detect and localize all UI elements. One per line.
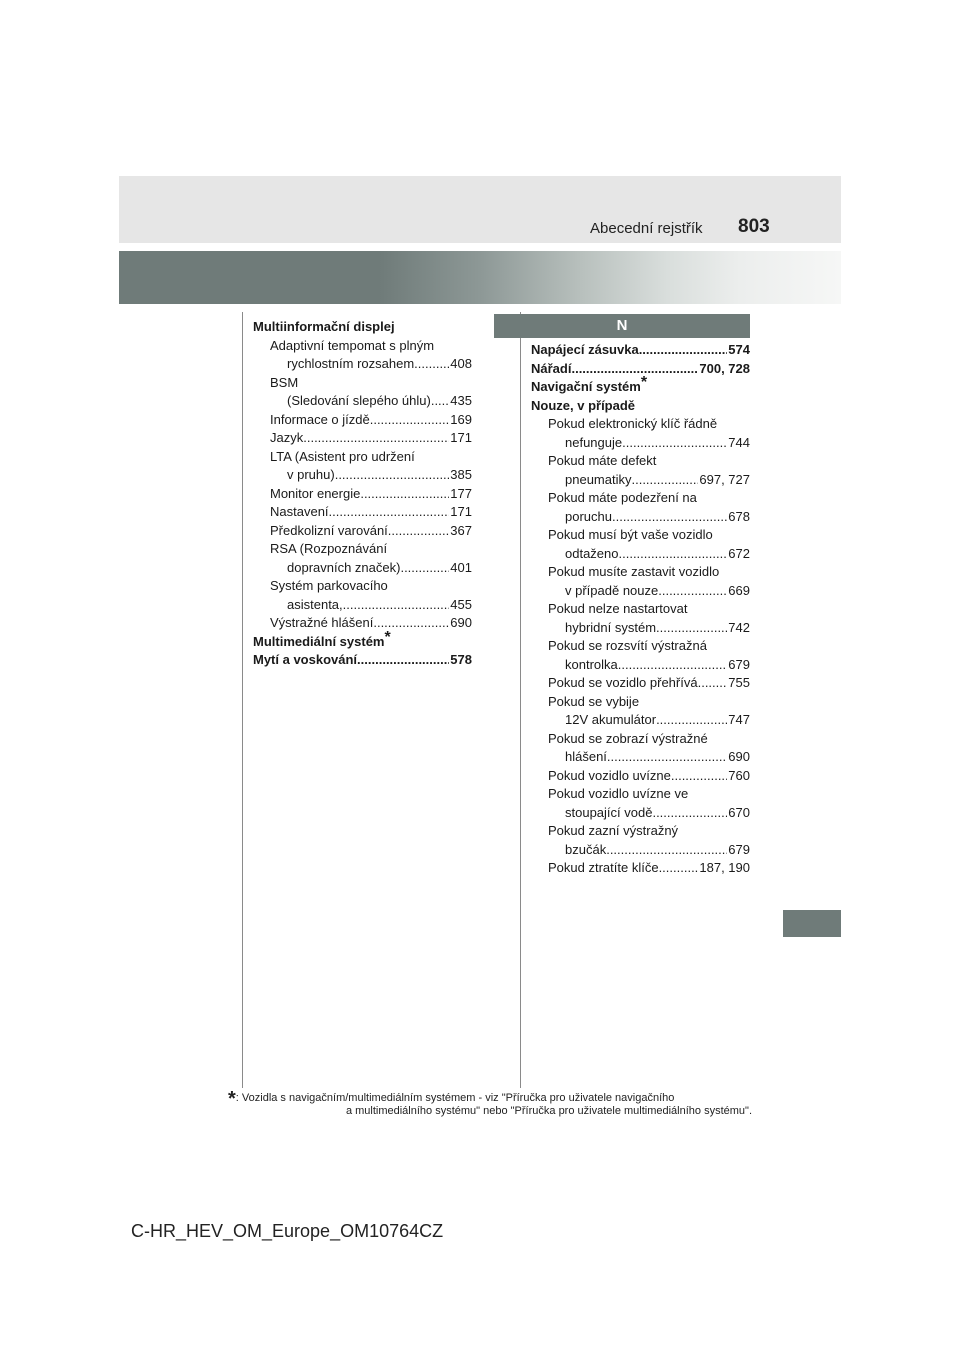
leader-dots [431, 392, 449, 411]
index-entry-text: Pokud vozidlo uvízne [548, 767, 671, 783]
leader-dots [388, 522, 450, 541]
index-entry-text: poruchu [565, 508, 612, 524]
index-entry-page: 742 [728, 619, 750, 635]
index-entry-line [287, 392, 472, 411]
index-entry-line [270, 485, 472, 504]
leader-dots [606, 841, 727, 860]
index-entry-text: Adaptivní tempomat s plným [270, 337, 435, 353]
index-entry-text: Pokud musí být vaše vozidlo [548, 527, 713, 542]
index-entry-text: Mytí a voskování [253, 652, 358, 667]
index-entry [531, 859, 750, 878]
index-entry-page: 669 [728, 582, 750, 598]
leader-dots [622, 434, 727, 453]
leader-dots [658, 582, 727, 601]
index-entry-text: Nastavení [270, 504, 329, 519]
index-entry-text: bzučák [565, 841, 607, 857]
index-entry [531, 841, 750, 860]
index-entry-line [270, 429, 472, 448]
index-entry-text: v pruhu) [287, 467, 335, 482]
index-entry-text: Jazyk [270, 430, 304, 445]
index-entry [531, 341, 750, 360]
index-entry [253, 503, 472, 522]
index-column-left [253, 318, 472, 670]
index-entry-page: 690 [728, 749, 750, 764]
leader-dots [607, 748, 727, 767]
index-entry-text: odtaženo [565, 545, 619, 561]
leader-dots [414, 355, 449, 374]
document-code: C-HR_HEV_OM_Europe_OM10764CZ [131, 1221, 444, 1241]
footnote-star: * [228, 1088, 236, 1110]
index-entry-text: Výstražné hlášení [270, 615, 374, 630]
index-entry-line [565, 804, 750, 823]
index-entry-line [565, 545, 750, 564]
index-entry-line [287, 596, 472, 615]
index-entry-text: rychlostním rozsahem [287, 356, 415, 371]
index-entry [531, 767, 750, 786]
footnote-marker: * [640, 374, 648, 391]
leader-dots [370, 411, 450, 430]
index-entry [531, 471, 750, 490]
index-entry-text: Pokud zazní výstražný [548, 823, 679, 838]
index-entry [253, 485, 472, 504]
index-entry [531, 374, 750, 397]
index-column-right [531, 341, 750, 878]
index-entry-text: Multiinformační displej [253, 319, 395, 334]
decorative-gradient-band [119, 251, 841, 304]
leader-dots [652, 804, 727, 823]
leader-dots [618, 656, 728, 675]
index-entry-text: kontrolka [565, 656, 618, 672]
letter-header-n: N [494, 314, 750, 338]
index-entry [531, 822, 750, 841]
index-entry-line [270, 503, 472, 522]
leader-dots [659, 859, 699, 878]
index-entry-line [287, 559, 472, 578]
index-entry [253, 522, 472, 541]
leader-dots [400, 559, 449, 578]
leader-dots [671, 767, 727, 786]
index-entry [253, 628, 472, 652]
index-entry [531, 526, 750, 545]
index-entry [253, 577, 472, 596]
index-entry-page: 177 [450, 485, 472, 501]
index-entry [531, 397, 750, 416]
column-rule-middle [520, 312, 521, 1088]
section-title: Abecední rejstřík [590, 220, 703, 237]
index-entry-text: Multimediální systém* [253, 628, 391, 649]
index-entry-page: 670 [728, 804, 750, 820]
index-entry-text: Informace o jízdě [270, 411, 370, 427]
index-entry [253, 411, 472, 430]
footnote-line-1: : Vozidla s navigačním/multimediálním systémem - viz "Příručka pro uživatele navigačního [235, 1092, 675, 1104]
index-entry-page: 169 [450, 411, 472, 427]
leader-dots [639, 341, 728, 360]
index-entry-line [253, 651, 472, 670]
index-entry-line [565, 656, 750, 675]
index-entry-page: 679 [728, 841, 750, 857]
index-entry [531, 804, 750, 823]
leader-dots [343, 596, 450, 615]
index-entry-text: Pokud se vozidlo přehřívá [548, 675, 698, 690]
index-entry-page: 435 [450, 393, 472, 408]
index-entry [531, 434, 750, 453]
index-entry-line [270, 522, 472, 541]
index-entry [531, 545, 750, 564]
index-entry-page: 760 [728, 767, 750, 783]
index-entry-text: hlášení [565, 749, 607, 764]
index-entry-line [548, 859, 750, 878]
index-entry [253, 429, 472, 448]
index-entry-line [565, 619, 750, 638]
index-entry-line [565, 508, 750, 527]
index-entry-page: 672 [728, 545, 750, 561]
footnote-marker: * [384, 628, 391, 646]
index-entry-page: 385 [450, 467, 472, 482]
index-entry [253, 596, 472, 615]
index-entry-text: Pokud musíte zastavit vozidlo [548, 564, 720, 579]
index-entry-text: Pokud vozidlo uvízne ve [548, 786, 689, 801]
index-entry-text: Pokud elektronický klíč řádně [548, 416, 718, 431]
index-entry-text: 12V akumulátor [565, 712, 657, 727]
index-entry-page: 697, 727 [699, 471, 750, 487]
column-rule-left [242, 312, 243, 1088]
leader-dots [619, 545, 728, 564]
leader-dots [631, 471, 698, 490]
index-entry-text: asistenta, [287, 596, 343, 612]
index-entry-page: 700, 728 [699, 360, 750, 376]
footnote-line-2: a multimediálního systému" nebo "Příručka pro uživatele multimediálního systému". [345, 1105, 752, 1117]
index-entry [531, 582, 750, 601]
index-entry-page: 455 [450, 596, 472, 612]
index-entry-page: 171 [450, 430, 472, 445]
index-entry-text: dopravních značek) [287, 559, 401, 575]
index-entry-page: 408 [450, 356, 472, 371]
index-entry [531, 711, 750, 730]
index-entry-line [565, 711, 750, 730]
index-entry-line [565, 434, 750, 453]
index-entry [531, 785, 750, 804]
index-entry-line [531, 341, 750, 360]
index-entry-page: 744 [728, 434, 750, 450]
index-entry-text: v případě nouze [565, 582, 659, 598]
index-entry-text: hybridní systém [565, 619, 657, 635]
index-entry-text: Pokud se zobrazí výstražné [548, 730, 708, 746]
index-entry-page: 578 [450, 652, 472, 667]
header-band [119, 176, 841, 243]
index-entry-line [565, 748, 750, 767]
leader-dots [357, 651, 449, 670]
index-entry [253, 392, 472, 411]
index-entry [253, 559, 472, 578]
index-entry [531, 748, 750, 767]
index-entry-line [565, 841, 750, 860]
index-entry-text: pneumatiky [565, 471, 632, 487]
index-entry [531, 600, 750, 619]
index-entry [531, 656, 750, 675]
index-entry-page: 574 [728, 342, 750, 357]
leader-dots [329, 503, 450, 522]
index-entry [531, 637, 750, 656]
index-entry-line [270, 614, 472, 633]
index-entry [253, 651, 472, 670]
index-entry-text: Monitor energie [270, 485, 361, 501]
index-entry-page: 747 [728, 712, 750, 727]
index-entry [253, 337, 472, 356]
index-entry-text: LTA (Asistent pro udržení [270, 448, 415, 464]
chapter-side-tab [783, 910, 841, 937]
index-entry [531, 452, 750, 471]
index-entry-text: stoupající vodě [565, 804, 653, 820]
index-entry-text: Pokud se vybije [548, 693, 640, 709]
index-entry-text: Nářadí [531, 360, 572, 376]
index-entry-text: (Sledování slepého úhlu) [287, 393, 431, 408]
index-entry-text: Napájecí zásuvka [531, 342, 639, 357]
index-entry-text: Předkolizní varování [270, 522, 388, 538]
index-entry-text: Pokud se rozsvítí výstražná [548, 638, 707, 653]
footnote [228, 1088, 752, 1118]
index-entry-text: RSA (Rozpoznávání [270, 541, 388, 556]
index-entry-text: Systém parkovacího [270, 578, 388, 593]
index-entry [253, 355, 472, 374]
index-entry [531, 619, 750, 638]
index-entry-page: 367 [450, 522, 472, 538]
index-entry-text: Pokud máte defekt [548, 453, 657, 468]
index-entry-page: 690 [450, 615, 472, 630]
index-entry-page: 679 [728, 656, 750, 672]
index-entry [531, 674, 750, 693]
index-entry-line [270, 411, 472, 430]
index-entry [531, 415, 750, 434]
index-entry-line [548, 767, 750, 786]
index-entry-line [287, 355, 472, 374]
leader-dots [698, 674, 728, 693]
index-entry-text: BSM [270, 374, 299, 390]
index-entry-page: 401 [450, 559, 472, 575]
index-entry-page: 187, 190 [699, 860, 750, 875]
index-entry-text: Nouze, v případě [531, 397, 636, 413]
index-entry-line [287, 466, 472, 485]
index-entry-text: nefunguje [565, 434, 623, 450]
index-entry [253, 614, 472, 633]
leader-dots [656, 619, 727, 638]
index-entry [531, 730, 750, 749]
index-entry [253, 540, 472, 559]
index-entry [531, 508, 750, 527]
leader-dots [571, 360, 698, 379]
leader-dots [612, 508, 727, 527]
leader-dots [303, 429, 449, 448]
leader-dots [335, 466, 450, 485]
index-entry-text: Pokud ztratíte klíče [548, 860, 659, 875]
leader-dots [656, 711, 727, 730]
index-entry [253, 318, 472, 337]
index-entry-line [565, 582, 750, 601]
leader-dots [360, 485, 449, 504]
index-entry [253, 374, 472, 393]
index-entry [531, 563, 750, 582]
index-entry [253, 448, 472, 467]
index-entry-line [548, 674, 750, 693]
index-entry-line [565, 471, 750, 490]
index-entry-text: Pokud máte podezření na [548, 490, 697, 505]
index-entry [531, 693, 750, 712]
index-entry-page: 678 [728, 508, 750, 524]
page-number: 803 [738, 216, 770, 237]
index-entry [531, 489, 750, 508]
index-entry-text: Navigační systém* [531, 374, 648, 394]
index-entry-page: 755 [728, 675, 750, 690]
index-entry [253, 466, 472, 485]
index-entry-text: Pokud nelze nastartovat [548, 601, 688, 616]
index-entry-page: 171 [450, 504, 472, 519]
